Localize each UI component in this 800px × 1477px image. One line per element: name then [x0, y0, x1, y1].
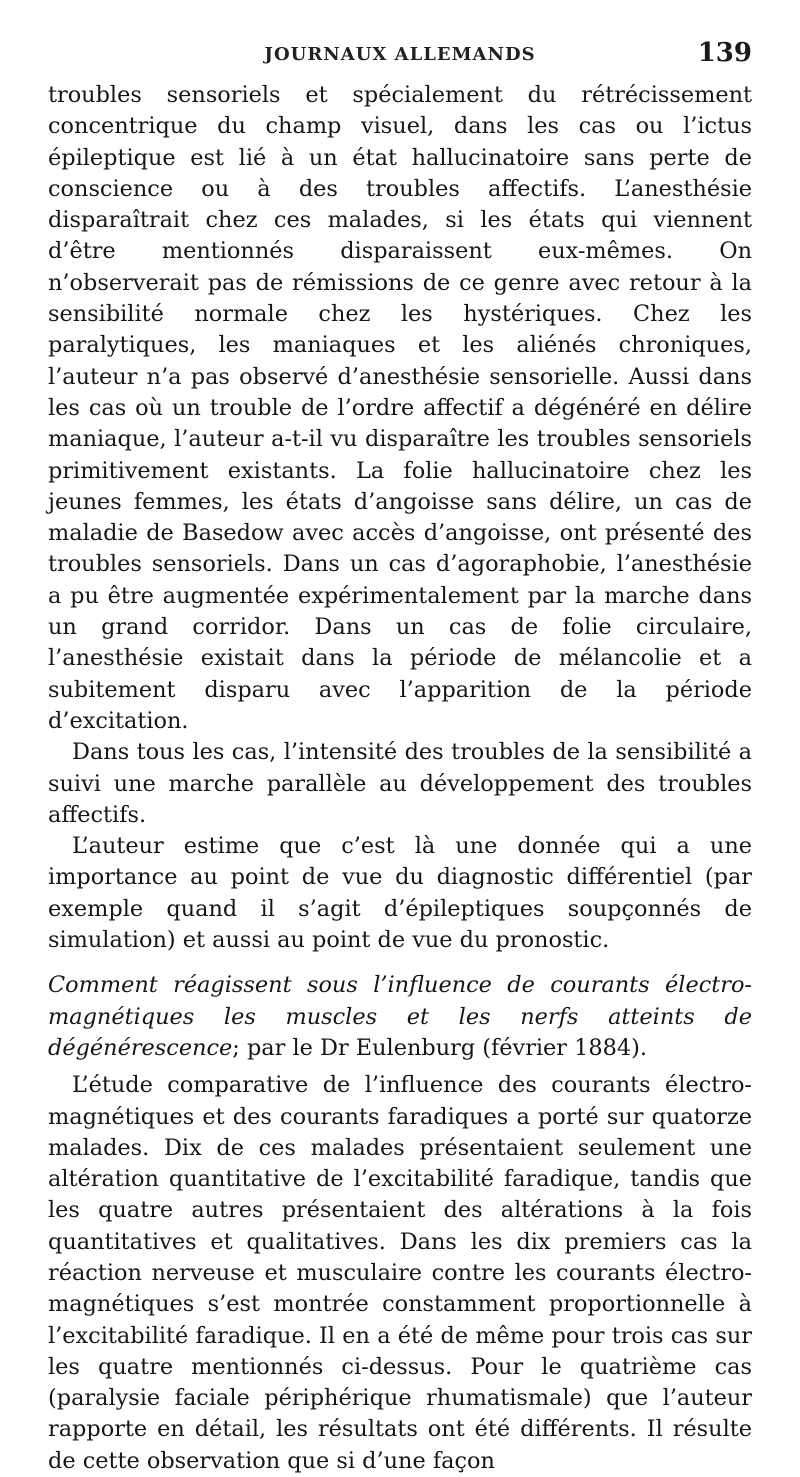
paragraph-continued: troubles sensoriels et spécialement du rétrécissement concentrique du champ visuel, dans les cas ou l’ictus épileptique est lié à un état hallucinatoire sans perte de conscience ou à des troubles affectifs. L’anesthésie disparaîtrait chez ces malades, si les états qui viennent d’être mentionnés disparaissent eux-mêmes. On n’observerait pas de rémissions de ce genre avec retour à la sensibilité normale chez les hystériques. Chez les paralytiques, les maniaques et les aliénés chroniques, l’auteur n’a pas observé d’anesthésie sensorielle. Aussi dans les cas où un trouble de l’ordre affectif a dégénéré en délire maniaque, l’auteur a-t-il vu disparaître les troubles sensoriels primitivement existants. La folie hallucinatoire chez les jeunes femmes, les états d’angoisse sans délire, un cas de maladie de Basedow avec accès d’angoisse, ont présenté des troubles sensoriels. Dans un cas d’agoraphobie, l’anesthésie a pu être augmentée expérimentalement par la marche dans un grand corridor. Dans un cas de folie circulaire, l’anesthésie existait dans la période de mélancolie et a subitement disparu avec l’apparition de la période d’excitation. [48, 82, 752, 734]
running-title: JOURNAUX ALLEMANDS [264, 44, 536, 65]
body-text [48, 80, 752, 1477]
paragraph-study: L’étude comparative de l’influence des courants électro-magnétiques et des courants faradiques a porté sur quatorze malades. Dix de ces malades présentaient seulement une altération quantitative de l’excitabilité faradique, tandis que les quatre autres présentaient des altérations à la fois quantitatives et qualitatives. Dans les dix premiers cas la réaction nerveuse et musculaire contre les courants électro-magnétiques s’est montrée constamment proportionnelle à l’excitabilité faradique. Il en a été de même pour trois cas sur les quatre mentionnés ci-dessus. Pour le quatrième cas (paralysie faciale périphérique rhumatismale) que l’auteur rapporte en détail, les résultats ont été différents. Il résulte de cette observation que si d’une façon [48, 1072, 752, 1474]
page-number: 139 [697, 38, 752, 68]
section-title: Comment réagissent sous l’influence de courants électro-magnétiques les muscles et les nerfs atteints de dégénérescence [48, 972, 752, 1061]
paragraph-diagnostic: L’auteur estime que c’est là une donnée qui a une importance au point de vue du diagnostic différentiel (par exemple quand il s’agit d’épileptiques soupçonnés de simulation) et aussi au point de vue du pronostic. [48, 833, 752, 954]
section-byline: ; par le Dr Eulenburg (février 1884). [232, 1034, 647, 1061]
paragraph-intensity: Dans tous les cas, l’intensité des troubles de la sensibilité a suivi une marche parallèle au développement des troubles affectifs. [48, 739, 752, 828]
running-head [48, 34, 752, 80]
section-heading [48, 970, 752, 1064]
section-spacer [48, 956, 752, 962]
